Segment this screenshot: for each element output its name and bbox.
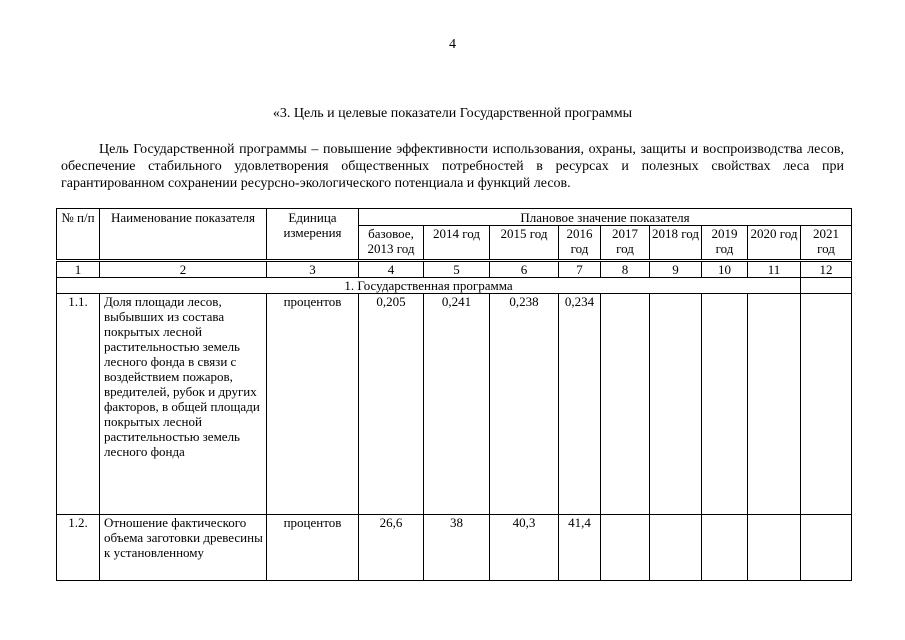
- header-year-2015: 2015 год: [490, 226, 559, 261]
- header-year-2019: 2019 год: [702, 226, 748, 261]
- row-name: Отношение фактического объема заготовки древесины к установленному: [100, 515, 267, 581]
- header-unit: Единица измерения: [267, 209, 359, 261]
- row-unit: процентов: [267, 515, 359, 581]
- column-number: 2: [100, 261, 267, 278]
- column-number: 11: [748, 261, 801, 278]
- column-number: 9: [650, 261, 702, 278]
- indicators-table: [56, 208, 852, 581]
- header-year-2021: 2021 год: [801, 226, 852, 261]
- page-number: 4: [449, 37, 456, 52]
- row-value: [601, 515, 650, 581]
- row-value: 0,205: [359, 294, 424, 515]
- row-value: [748, 294, 801, 515]
- row-value: 38: [424, 515, 490, 581]
- row-value: 40,3: [490, 515, 559, 581]
- column-number: 12: [801, 261, 852, 278]
- column-number: 7: [559, 261, 601, 278]
- section-title: «3. Цель и целевые показатели Государственной программы: [272, 106, 633, 121]
- header-year-2017: 2017 год: [601, 226, 650, 261]
- column-number: 1: [57, 261, 100, 278]
- table-cell: [801, 278, 852, 294]
- row-value: 0,241: [424, 294, 490, 515]
- row-value: 0,238: [490, 294, 559, 515]
- column-number: 10: [702, 261, 748, 278]
- row-value: [650, 515, 702, 581]
- row-unit: процентов: [267, 294, 359, 515]
- header-year-2020: 2020 год: [748, 226, 801, 261]
- row-num: 1.2.: [57, 515, 100, 581]
- intro-paragraph: [61, 141, 844, 192]
- intro-text: Цель Государственной программы – повышение эффективности использования, охраны, защиты и воспроизводства лесов, обеспечение стабильного удовлетворения общественных потребностей в ресурсах и полезных свойствах леса при гарантированном сохранении ресурсно-экологического потенциала и функций лесов.: [61, 142, 844, 191]
- row-value: [601, 294, 650, 515]
- row-value: [650, 294, 702, 515]
- row-value: 41,4: [559, 515, 601, 581]
- column-number: 6: [490, 261, 559, 278]
- row-value: [702, 294, 748, 515]
- header-year-2016: 2016 год: [559, 226, 601, 261]
- table-row: [57, 515, 852, 581]
- column-number: 4: [359, 261, 424, 278]
- header-year-2018: 2018 год: [650, 226, 702, 261]
- header-year-2014: 2014 год: [424, 226, 490, 261]
- header-planned: Плановое значение показателя: [359, 209, 852, 226]
- column-number: 3: [267, 261, 359, 278]
- table-row: [57, 294, 852, 515]
- row-value: [801, 515, 852, 581]
- row-name: Доля площади лесов, выбывших из состава покрытых лесной растительностью земель лесного фонда в связи с воздействием пожаров, вредителей, рубок и других факторов, в общей площади покрытых лесной растительностью земель лесного фонда: [100, 294, 267, 515]
- row-value: [801, 294, 852, 515]
- row-value: [702, 515, 748, 581]
- header-name: Наименование показателя: [100, 209, 267, 261]
- header-year-base: базовое, 2013 год: [359, 226, 424, 261]
- section-label: 1. Государственная программа: [57, 278, 801, 294]
- column-number: 5: [424, 261, 490, 278]
- row-value: 26,6: [359, 515, 424, 581]
- column-number: 8: [601, 261, 650, 278]
- row-value: [748, 515, 801, 581]
- row-value: 0,234: [559, 294, 601, 515]
- header-num: № п/п: [57, 209, 100, 261]
- row-num: 1.1.: [57, 294, 100, 515]
